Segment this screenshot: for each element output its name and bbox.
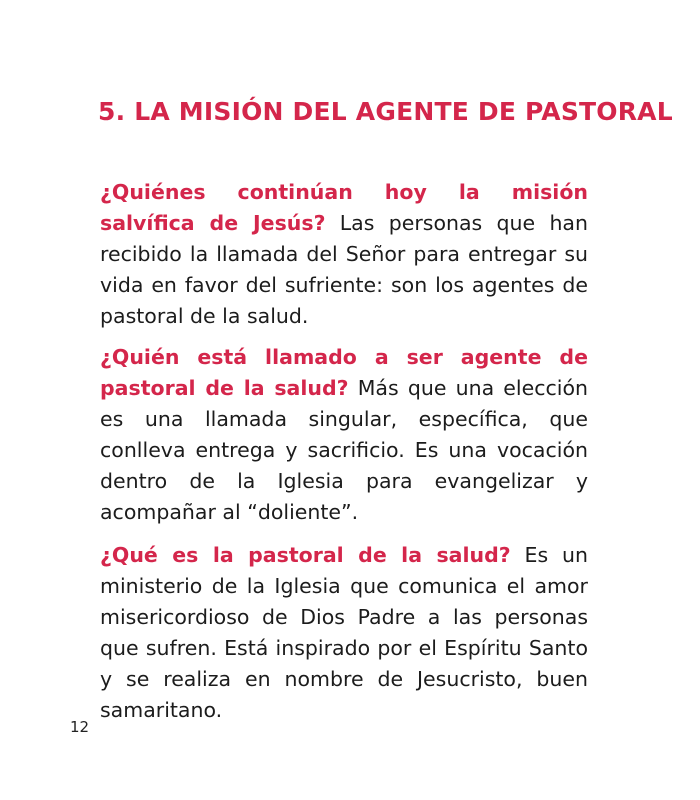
- answer-1: Las personas que han recibido la llamada del Señor para entregar su vida en favor del sufriente: son los agentes de pastoral de la salud.: [100, 211, 588, 328]
- page-title: 5. LA MISIÓN DEL AGENTE DE PASTORAL: [98, 96, 673, 126]
- answer-2: Más que una elección es una llamada singular, específica, que conlleva entrega y sacrificio. Es una vocación dentro de la Iglesia para evangelizar y acompañar al “doliente”.: [100, 376, 588, 524]
- question-3: ¿Qué es la pastoral de la salud?: [100, 543, 511, 567]
- paragraph-2: [100, 342, 588, 528]
- question-1: ¿Quiénes continúan hoy la misión salvífica de Jesús?: [100, 180, 588, 235]
- paragraph-1: [100, 177, 588, 332]
- question-2: ¿Quién está llamado a ser agente de pastoral de la salud?: [100, 345, 588, 400]
- page-number: 12: [70, 718, 90, 736]
- paragraph-3: [100, 540, 588, 726]
- answer-3: Es un ministerio de la Iglesia que comunica el amor misericordioso de Dios Padre a las personas que sufren. Está inspirado por el Espíritu Santo y se realiza en nombre de Jesucristo, buen samaritano.: [100, 543, 588, 722]
